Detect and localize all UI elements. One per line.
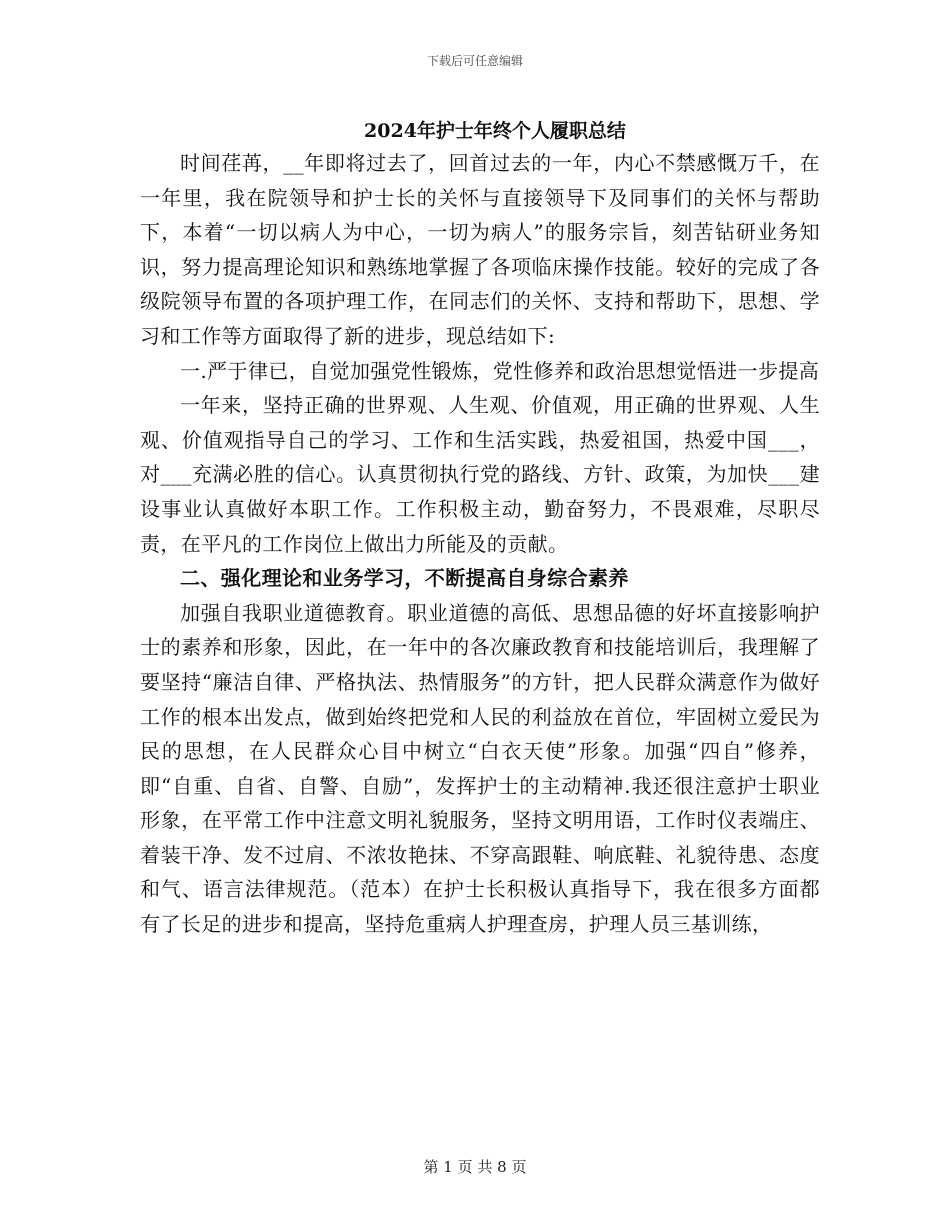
document-body [140,146,820,942]
paragraph-intro: 时间荏苒，__年即将过去了，回首过去的一年，内心不禁感慨万千，在一年里，我在院领导和护士长的关怀与直接领导下及同事们的关怀与帮助下，本着“一切以病人为中心，一切为病人”的服务宗旨，刻苦钻研业务知识，努力提高理论知识和熟练地掌握了各项临床操作技能。较好的完成了各级院领导布置的各项护理工作，在同志们的关怀、支持和帮助下，思想、学习和工作等方面取得了新的进步，现总结如下: [140,151,820,348]
header-note: 下载后可任意编辑 [426,54,523,68]
paragraph-section-1: 一年来，坚持正确的世界观、人生观、价值观，用正确的世界观、人生观、价值观指导自己的学习、工作和生活实践，热爱祖国，热爱中国___，对___充满必胜的信心。认真贯彻执行党的路线、方针、政策，为加快___建设事业认真做好本职工作。工作积极主动，勤奋努力，不畏艰难，尽职尽责，在平凡的工作岗位上做出力所能及的贡献。 [140,393,820,556]
document-title: 2024年护士年终个人履职总结 [364,120,626,142]
page-footer: 第 1 页 共 8 页 [423,1158,527,1176]
section-heading-2: 二、强化理论和业务学习，不断提高自身综合素养 [180,566,629,591]
section-heading-1: 一.严于律已，自觉加强党性锻炼，党性修养和政治思想觉悟进一步提高 [180,358,820,383]
paragraph-section-2: 加强自我职业道德教育。职业道德的高低、思想品德的好坏直接影响护士的素养和形象，因此，在一年中的各次廉政教育和技能培训后，我理解了要坚持“廉洁自律、严格执法、热情服务”的方针，把人民群众满意作为做好工作的根本出发点，做到始终把党和人民的利益放在首位，牢固树立爱民为民的思想，在人民群众心目中树立“白衣天使”形象。加强“四自”修养，即“自重、自省、自警、自励”，发挥护士的主动精神.我还很注意护士职业形象，在平常工作中注意文明礼貌服务，坚持文明用语，工作时仪表端庄、着装干净、发不过肩、不浓妆艳抹、不穿高跟鞋、响底鞋、礼貌待患、态度和气、语言法律规范。（范本）在护士长积极认真指导下，我在很多方面都有了长足的进步和提高，坚持危重病人护理查房，护理人员三基训练， [140,600,820,937]
